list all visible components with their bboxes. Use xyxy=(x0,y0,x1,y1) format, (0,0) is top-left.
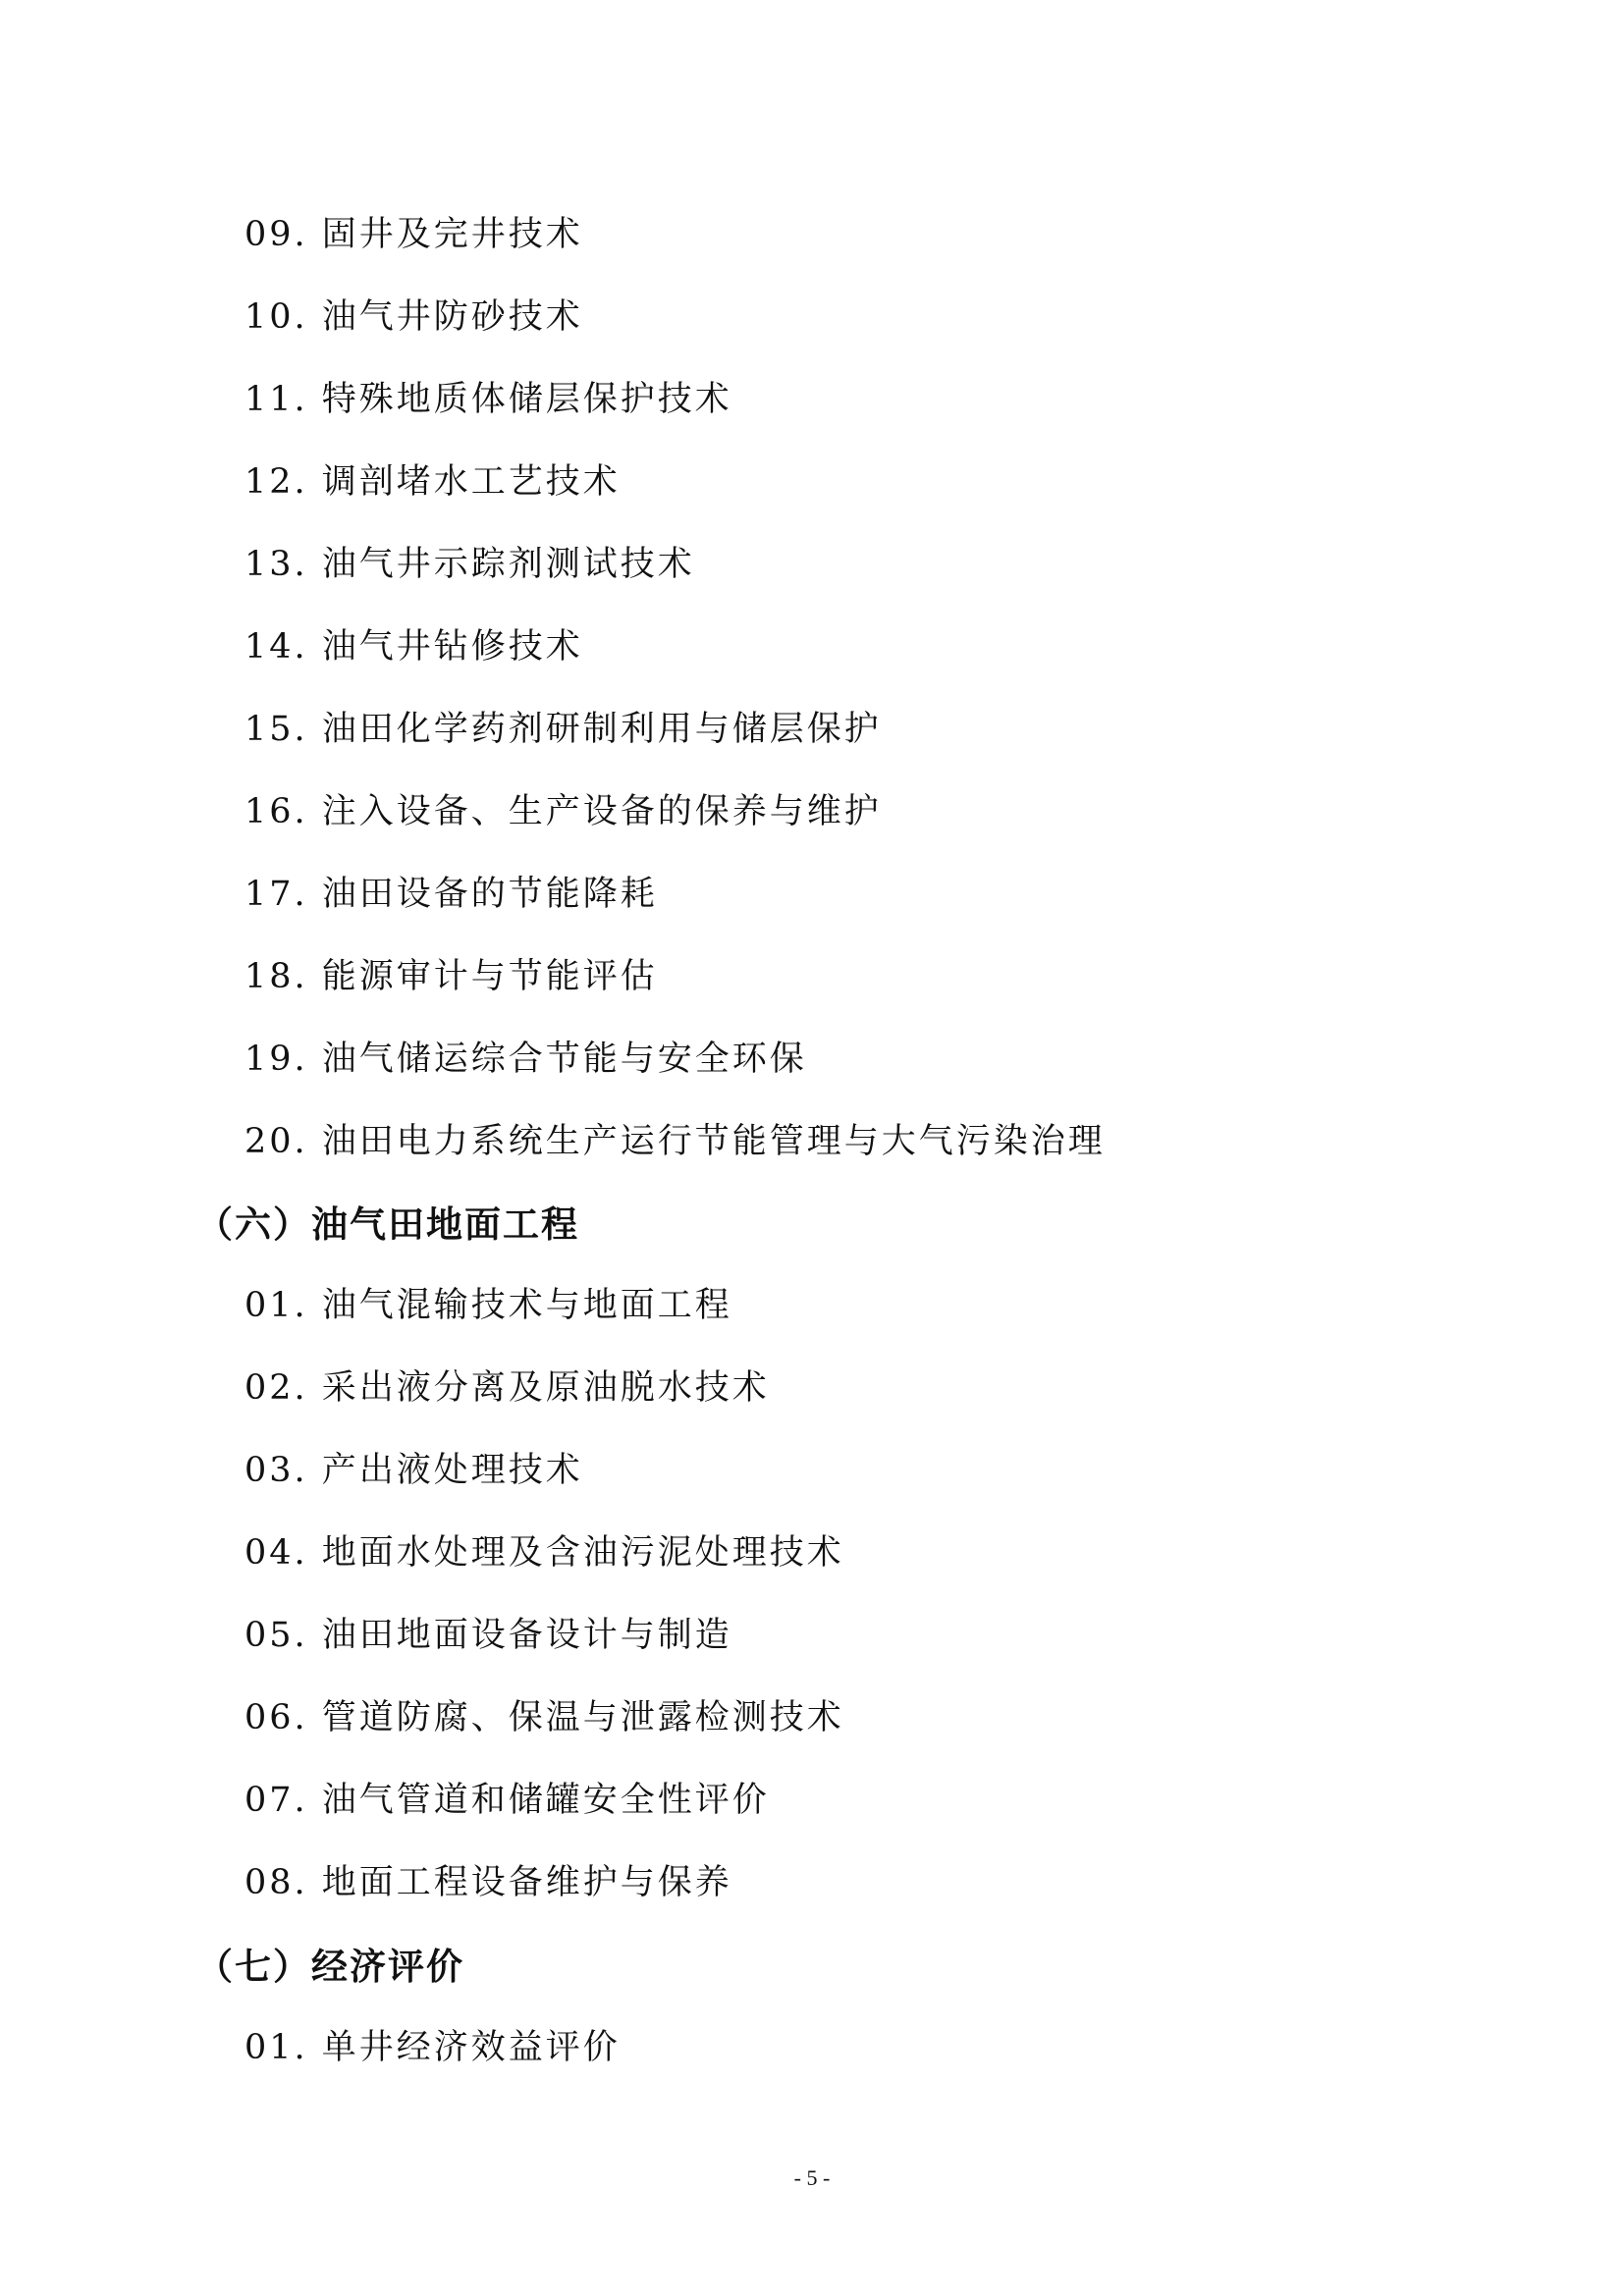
list-item: 07. 油气管道和储罐安全性评价 xyxy=(244,1781,770,1820)
list-item: 01. 油气混输技术与地面工程 xyxy=(244,1286,732,1325)
list-item: 05. 油田地面设备设计与制造 xyxy=(244,1616,732,1655)
list-item: 08. 地面工程设备维护与保养 xyxy=(244,1863,732,1902)
list-item: 06. 管道防腐、保温与泄露检测技术 xyxy=(244,1698,844,1737)
list-item: 17. 油田设备的节能降耗 xyxy=(244,875,658,914)
list-item: 15. 油田化学药剂研制利用与储层保护 xyxy=(244,710,882,749)
list-item: 03. 产出液处理技术 xyxy=(244,1451,583,1490)
list-item: 20. 油田电力系统生产运行节能管理与大气污染治理 xyxy=(244,1122,1106,1161)
list-item: 16. 注入设备、生产设备的保养与维护 xyxy=(244,792,882,831)
list-item: 01. 单井经济效益评价 xyxy=(244,2028,621,2067)
page-number: - 5 - xyxy=(793,2165,831,2190)
list-item: 13. 油气井示踪剂测试技术 xyxy=(244,545,695,584)
list-item: 14. 油气井钻修技术 xyxy=(244,627,583,667)
list-item: 18. 能源审计与节能评估 xyxy=(244,957,658,996)
list-item: 09. 固井及完井技术 xyxy=(244,215,583,254)
list-item: 12. 调剖堵水工艺技术 xyxy=(244,462,621,502)
list-item: 11. 特殊地质体储层保护技术 xyxy=(244,380,732,419)
section-heading: （七）经济评价 xyxy=(196,1946,464,1988)
section-heading: （六）油气田地面工程 xyxy=(196,1203,579,1246)
list-item: 19. 油气储运综合节能与安全环保 xyxy=(244,1040,807,1079)
list-item: 10. 油气井防砂技术 xyxy=(244,297,583,337)
list-item: 04. 地面水处理及含油污泥处理技术 xyxy=(244,1533,844,1573)
list-item: 02. 采出液分离及原油脱水技术 xyxy=(244,1368,770,1408)
